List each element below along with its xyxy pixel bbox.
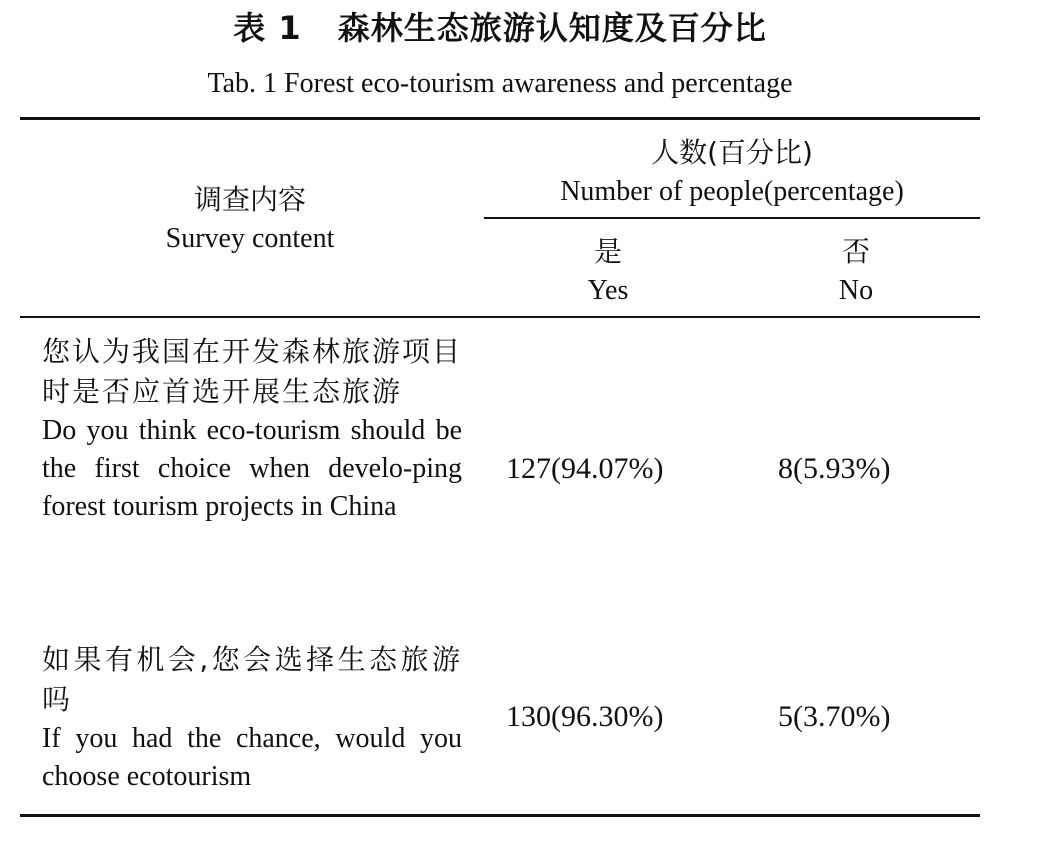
header-yes-en: Yes	[587, 275, 629, 306]
header-no-en: No	[838, 275, 874, 306]
table-row-question-1	[42, 332, 462, 526]
table-top-rule	[20, 117, 980, 120]
header-yes-cn: 是	[593, 235, 622, 268]
header-no-cn: 否	[841, 235, 870, 268]
header-survey-cn: 调查内容	[193, 183, 306, 216]
table-title-chinese: 森林生态旅游认知度及百分比	[337, 9, 767, 47]
table-caption-chinese	[0, 6, 1000, 50]
row-1-no-value: 8(5.93%)	[778, 452, 891, 485]
header-no	[732, 232, 980, 310]
row-2-no-value: 5(3.70%)	[778, 700, 891, 733]
header-count-en: Number of people(percentage)	[560, 176, 904, 207]
header-span-rule	[484, 217, 980, 219]
question-1-cn: 您认为我国在开发森林旅游项目时是否应首选开展生态旅游	[42, 335, 463, 408]
row-1-yes-value: 127(94.07%)	[506, 452, 664, 485]
question-2-en: If you had the chance, would you choose ecotourism	[42, 723, 462, 792]
table-number: 表 1	[233, 9, 302, 47]
header-yes	[484, 232, 732, 310]
header-number-of-people	[484, 133, 980, 211]
header-bottom-rule	[20, 316, 980, 318]
table-bottom-rule	[20, 814, 980, 817]
row-2-yes-value: 130(96.30%)	[506, 700, 664, 733]
header-survey-content	[40, 180, 460, 258]
question-1-en: Do you think eco-tourism should be the first choice when develo-ping forest tourism projects in China	[42, 415, 462, 522]
header-survey-en: Survey content	[165, 223, 335, 254]
question-2-cn: 如果有机会,您会选择生态旅游吗	[42, 643, 462, 716]
table-title-english: Tab. 1 Forest eco-tourism awareness and percentage	[207, 68, 793, 99]
table-row-question-2	[42, 640, 462, 796]
header-count-cn: 人数(百分比)	[651, 136, 813, 169]
